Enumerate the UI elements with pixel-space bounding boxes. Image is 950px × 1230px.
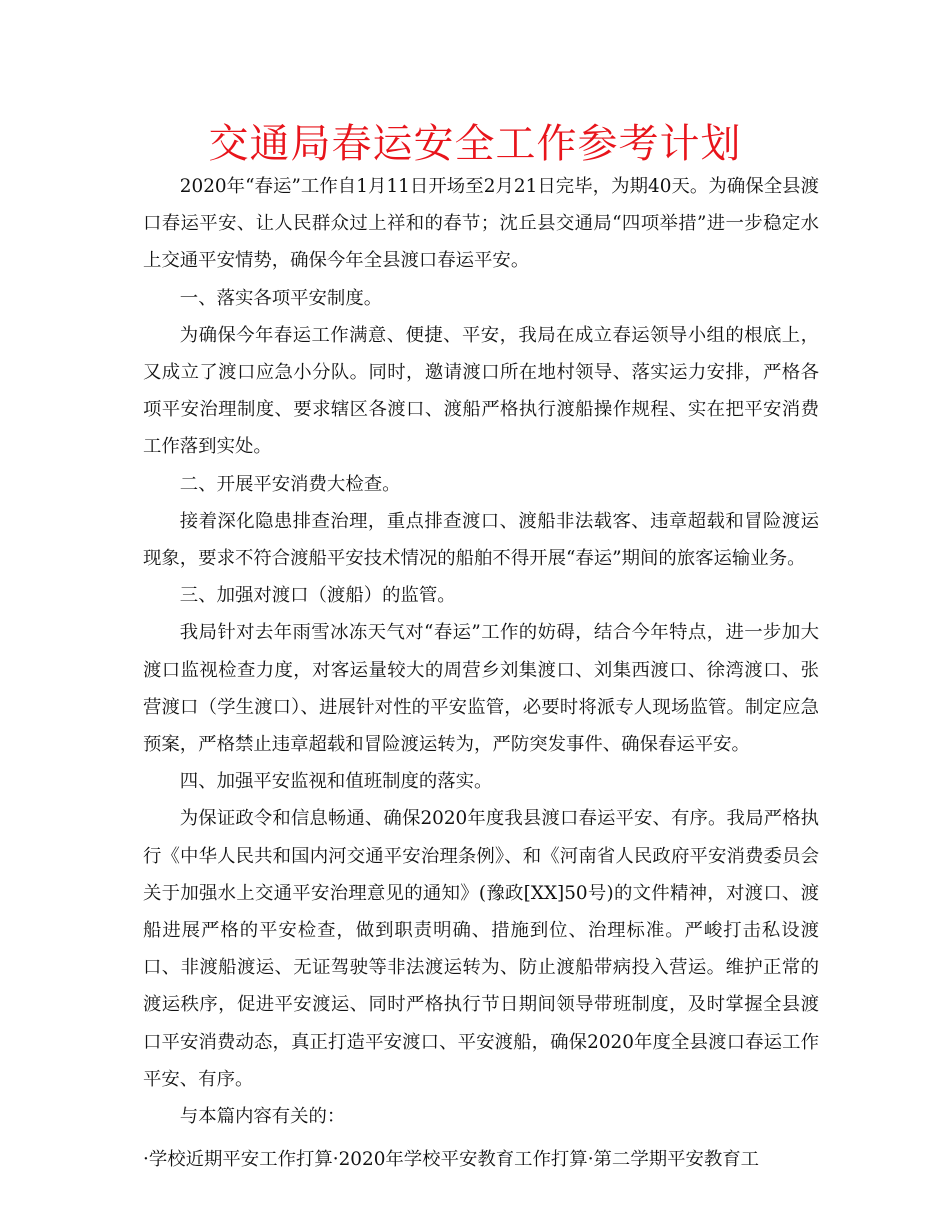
section-heading-2: 二、开展平安消费大检查。	[179, 473, 401, 495]
related-heading: 与本篇内容有关的：	[179, 1106, 346, 1128]
section-paragraph-1: 为确保今年春运工作满意、便捷、平安，我局在成立春运领导小组的根底上，又成立了渡口应急小分队。同时，邀请渡口所在地村领导、落实运力安排，严格各项平安治理制度、要求辖区各渡口、渡船严格执行渡船操作规程、实在把平安消费工作落到实处。	[143, 324, 819, 458]
document-title: 交通局春运安全工作参考计划	[208, 121, 742, 167]
related-links[interactable]: ·学校近期平安工作打算·2020年学校平安教育工作打算·第二学期平安教育工	[143, 1149, 760, 1171]
intro-paragraph: 2020年“春运”工作自1月11日开场至2月21日完毕，为期40天。为确保全县渡口春运平安、让人民群众过上祥和的春节；沈丘县交通局“四项举措”进一步稳定水上交通平安情势，确保今年全县渡口春运平安。	[143, 176, 819, 272]
document-body	[143, 168, 819, 1178]
section-heading-3: 三、加强对渡口（渡船）的监管。	[179, 585, 456, 607]
section-paragraph-3: 我局针对去年雨雪冰冻天气对“春运”工作的妨碍，结合今年特点，进一步加大渡口监视检查力度，对客运量较大的周营乡刘集渡口、刘集西渡口、徐湾渡口、张营渡口（学生渡口）、进展针对性的平安监管，必要时将派专人现场监管。制定应急预案，严格禁止违章超载和冒险渡运转为，严防突发事件、确保春运平安。	[143, 622, 819, 756]
section-paragraph-4: 为保证政令和信息畅通、确保2020年度我县渡口春运平安、有序。我局严格执行《中华人民共和国内河交通平安治理条例》、和《河南省人民政府平安消费委员会关于加强水上交通平安治理意见的通知》(豫政[XX]50号)的文件精神，对渡口、渡船进展严格的平安检查，做到职责明确、措施到位、治理标准。严峻打击私设渡口、非渡船渡运、无证驾驶等非法渡运转为、防止渡船带病投入营运。维护正常的渡运秩序，促进平安渡运、同时严格执行节日期间领导带班制度，及时掌握全县渡口平安消费动态，真正打造平安渡口、平安渡船，确保2020年度全县渡口春运工作平安、有序。	[143, 808, 819, 1090]
section-paragraph-2: 接着深化隐患排查治理，重点排查渡口、渡船非法载客、违章超载和冒险渡运现象，要求不符合渡船平安技术情况的船舶不得开展“春运”期间的旅客运输业务。	[143, 510, 819, 570]
section-heading-4: 四、加强平安监视和值班制度的落实。	[179, 771, 493, 793]
section-heading-1: 一、落实各项平安制度。	[179, 287, 383, 309]
